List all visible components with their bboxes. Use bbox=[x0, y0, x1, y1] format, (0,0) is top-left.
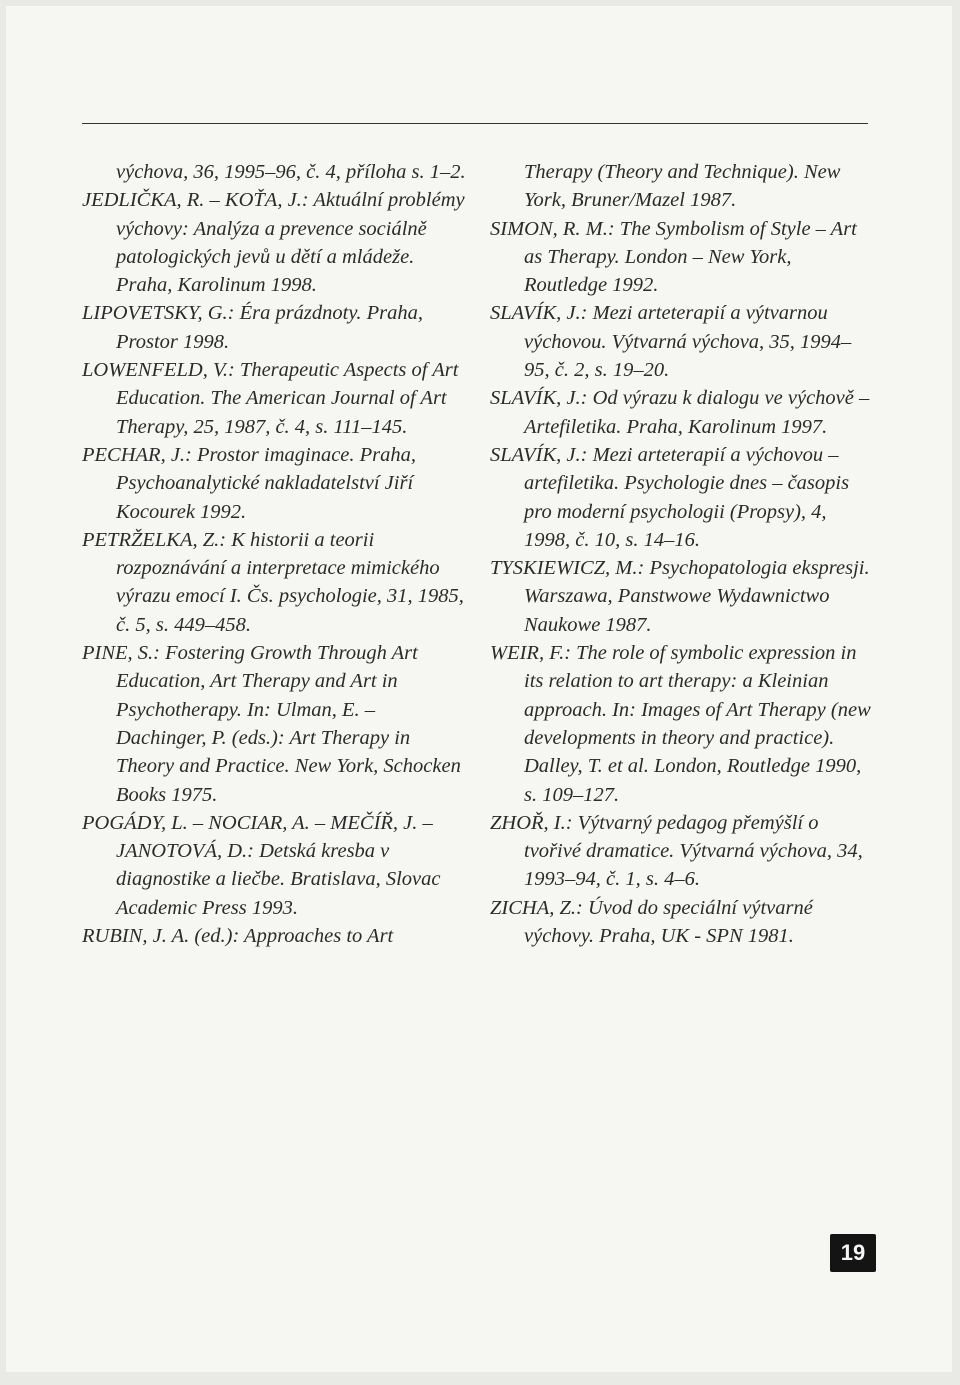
bibliography-entry: LOWENFELD, V.: Therapeutic Aspects of Art Education. The American Journal of Art Therapy, 25, 1987, č. 4, s. 111–145. bbox=[82, 359, 459, 438]
bibliography-entry: LIPOVETSKY, G.: Éra prázdnoty. Praha, Prostor 1998. bbox=[82, 302, 423, 353]
bibliography-entry: PETRŽELKA, Z.: K historii a teorii rozpoznávání a interpretace mimického výrazu emocí I. Čs. psychologie, 31, 1985, č. 5, s. 449–458. bbox=[82, 528, 464, 636]
page-number: 19 bbox=[830, 1234, 876, 1272]
bibliography-entry: ZHOŘ, I.: Výtvarný pedagog přemýšlí o tvořivé dramatice. Výtvarná výchova, 34, 1993–94, č. 1, s. 4–6. bbox=[490, 811, 863, 891]
bibliography-entry: SLAVÍK, J.: Mezi arteterapií a výchovou – artefiletika. Psychologie dnes – časopis pro moderní psychologii (Propsy), 4, 1998, č. 10, s. 14–16. bbox=[490, 443, 850, 551]
bibliography-entry: WEIR, F.: The role of symbolic expression in its relation to art therapy: a Kleinian approach. In: Images of Art Therapy (new developments in theory and practice). Dalley, T. et al. London, Routledge 1990, s. 109–127. bbox=[490, 642, 871, 806]
header-rule bbox=[82, 123, 868, 124]
bibliography-entry: TYSKIEWICZ, M.: Psychopatologia ekspresji. Warszawa, Panstwowe Wydawnictwo Naukowe 1987. bbox=[490, 557, 870, 636]
bibliography-entry: ZICHA, Z.: Úvod do speciální výtvarné výchovy. Praha, UK - SPN 1981. bbox=[490, 896, 813, 948]
bibliography-entry: RUBIN, J. A. (ed.): Approaches to Art bbox=[82, 925, 394, 948]
bibliography-entry: PECHAR, J.: Prostor imaginace. Praha, Psychoanalytické nakladatelství Jiří Kocourek 1992. bbox=[82, 443, 417, 523]
bibliography-entry: výchova, 36, 1995–96, č. 4, příloha s. 1–2. bbox=[116, 161, 466, 183]
bibliography-entry: Therapy (Theory and Technique). New York, Bruner/Mazel 1987. bbox=[524, 161, 841, 212]
bibliography-column-left bbox=[82, 158, 466, 950]
bibliography-entry: SIMON, R. M.: The Symbolism of Style – Art as Therapy. London – New York, Routledge 1992. bbox=[490, 217, 857, 297]
bibliography-entry: JEDLIČKA, R. – KOŤA, J.: Aktuální problémy výchovy: Analýza a prevence sociálně patologických jevů u dětí a mládeže. Praha, Karolinum 1998. bbox=[82, 189, 465, 297]
bibliography-entry: SLAVÍK, J.: Od výrazu k dialogu ve výchově – Artefiletika. Praha, Karolinum 1997. bbox=[490, 387, 870, 438]
bibliography-column-right bbox=[490, 158, 876, 950]
bibliography-entry: POGÁDY, L. – NOCIAR, A. – MEČÍŘ, J. – JANOTOVÁ, D.: Detská kresba v diagnostike a liečbe. Bratislava, Slovac Academic Press 1993. bbox=[82, 811, 441, 919]
bibliography-entry: SLAVÍK, J.: Mezi arteterapií a výtvarnou výchovou. Výtvarná výchova, 35, 1994–95, č. 2, s. 19–20. bbox=[490, 302, 852, 382]
bibliography-entry: PINE, S.: Fostering Growth Through Art Education, Art Therapy and Art in Psychotherapy. In: Ulman, E. – Dachinger, P. (eds.): Art Therapy in Theory and Practice. New York, Schocken Books 1975. bbox=[82, 642, 461, 806]
document-page bbox=[6, 6, 952, 1372]
